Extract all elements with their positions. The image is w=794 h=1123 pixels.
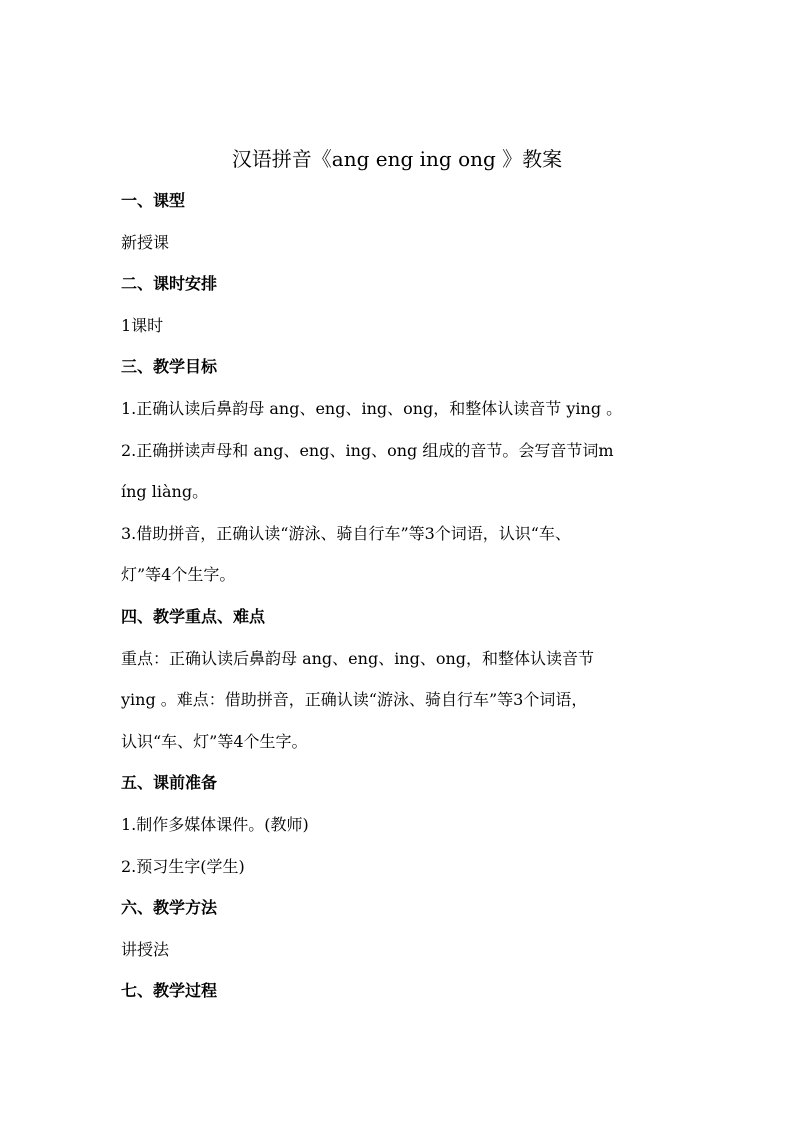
body-line: 2.预习生字(学生)	[121, 856, 245, 876]
section-heading: 二、课时安排	[121, 274, 218, 294]
body-line: 认识“车、灯”等4个生字。	[121, 731, 308, 751]
section-heading: 五、课前准备	[121, 773, 218, 793]
body-line: 讲授法	[121, 939, 170, 959]
body-line: 1课时	[121, 315, 164, 335]
body-line: 重点：正确认读后鼻韵母 ang、eng、ing、ong，和整体认读音节	[121, 648, 595, 668]
body-line: 3.借助拼音，正确认读“游泳、骑自行车”等3个词语，认识“车、	[121, 523, 571, 543]
body-line: 灯”等4个生字。	[121, 565, 236, 585]
section-heading: 四、教学重点、难点	[121, 607, 266, 626]
body-line: íng liàng。	[121, 482, 209, 502]
body-line: 新授课	[121, 232, 170, 252]
document-title: 汉语拼音《ang eng ing ong 》教案	[231, 147, 563, 171]
section-heading: 三、教学目标	[121, 357, 218, 377]
section-heading: 七、教学过程	[121, 981, 218, 1001]
section-heading: 一、课型	[121, 191, 186, 210]
body-line: ying 。难点：借助拼音，正确认读“游泳、骑自行车”等3个词语，	[121, 690, 588, 710]
body-line: 1.制作多媒体课件。(教师)	[121, 815, 309, 834]
body-line: 2.正确拼读声母和 ang、eng、ing、ong 组成的音节。会写音节词m	[121, 440, 614, 460]
body-line: 1.正确认读后鼻韵母 ang、eng、ing、ong，和整体认读音节 ying 。	[121, 399, 623, 418]
section-heading: 六、教学方法	[121, 898, 218, 918]
